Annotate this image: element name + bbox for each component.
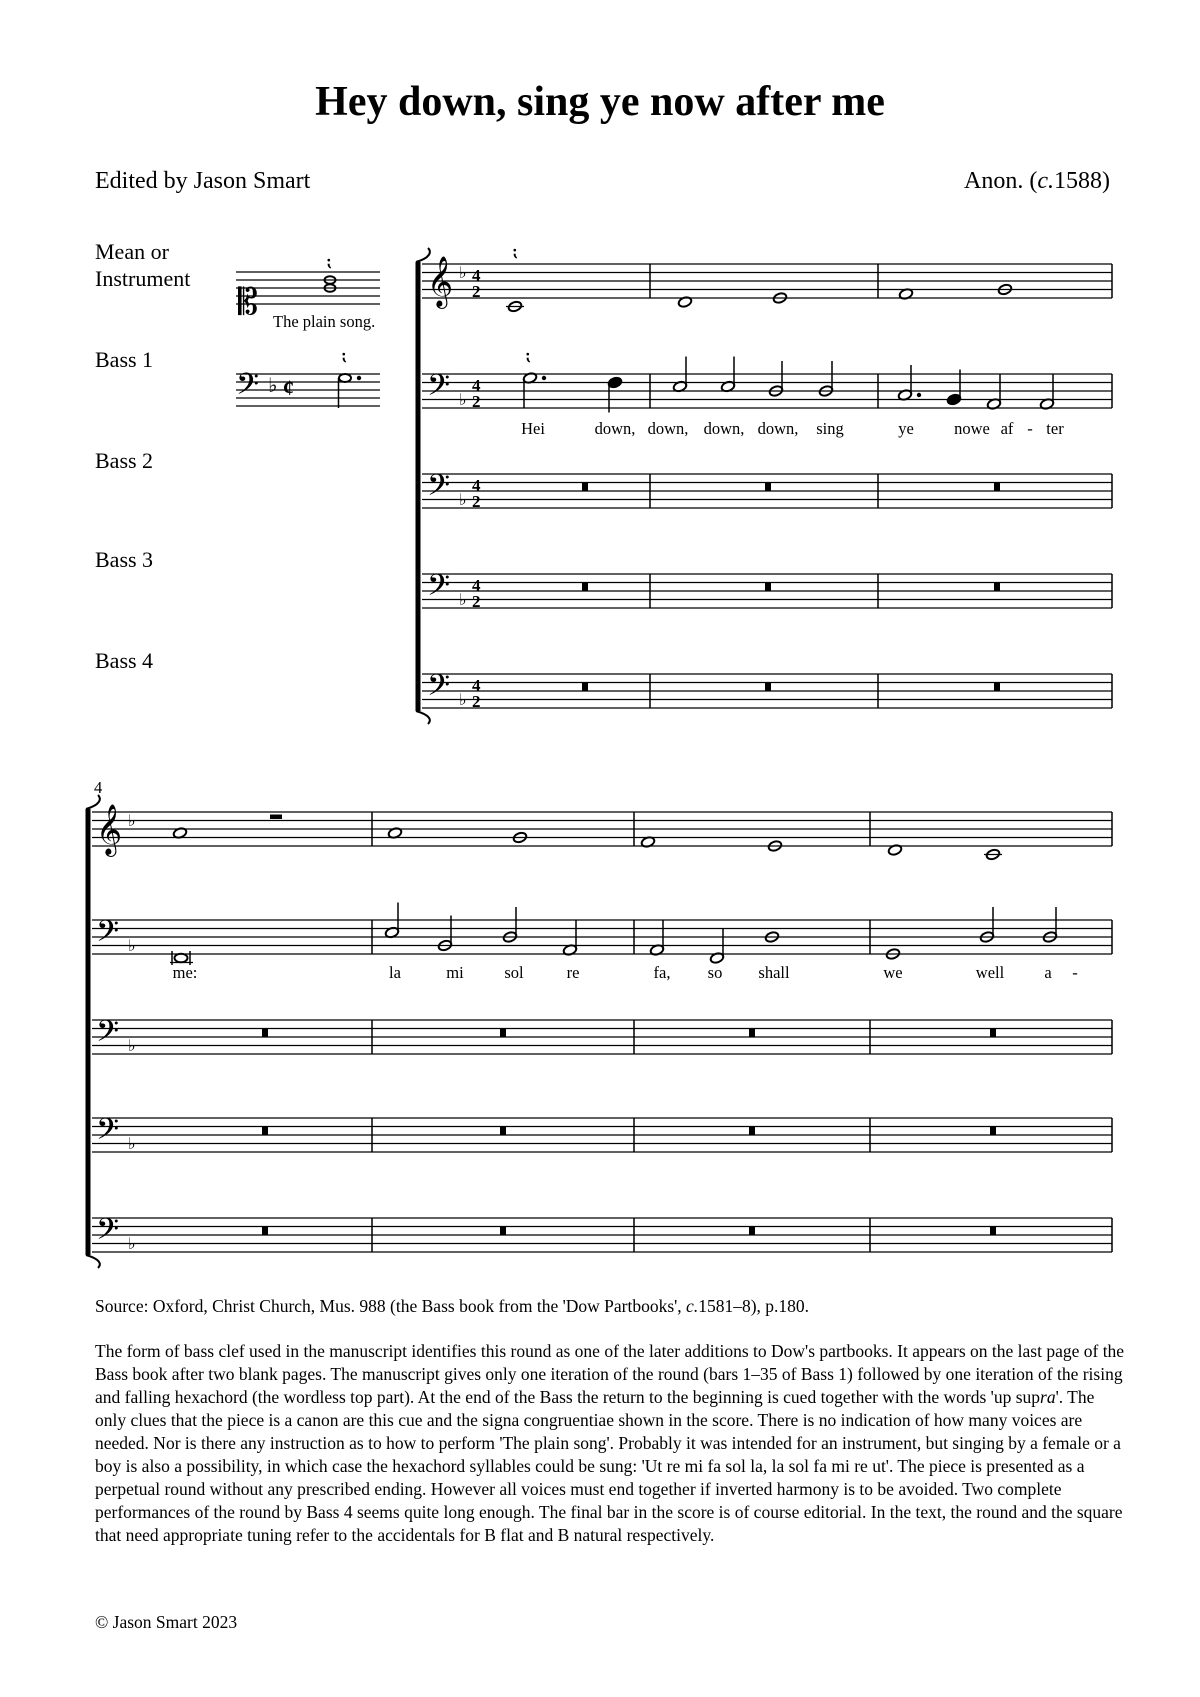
lyric-syllable: down,	[757, 419, 799, 438]
rest-icon	[262, 1127, 268, 1136]
time-signature-bottom: 2	[472, 492, 481, 511]
rest-icon	[500, 1227, 506, 1236]
rest-icon	[270, 815, 282, 820]
cut-time-icon: ¢	[283, 375, 294, 400]
rest-icon	[262, 1227, 268, 1236]
rest-icon	[749, 1029, 755, 1038]
rest-icon	[582, 483, 588, 492]
lyric-syllable: sing	[816, 419, 844, 438]
signum-congruentiae-icon: ⁏	[513, 244, 519, 260]
flat-icon: ♭	[268, 375, 278, 397]
lyric-syllable: so	[707, 963, 723, 982]
flat-icon: ♭	[128, 938, 136, 955]
editorial-notes: The form of bass clef used in the manuscript identifies this round as one of the later additions to Dow's partbooks. It appears on the last page of the Bass book after two blank pages. The manuscript gives only one iteration of the round (bars 1–35 of Bass 1) followed by one iteration of the rising and falling hexachord (the wordless top part). At the end of the Bass the return to the beginning is cued together with the words 'up supra'. The only clues that the piece is a canon are this cue and the signa congruentiae shown in the score. There is no indication of how many voices are needed. Nor is there any instruction as to how to perform 'The plain song'. Probably it was intended for an instrument, but singing by a female or a boy is also a possibility, in which case the hexachord syllables could be sung: 'Ut re mi fa sol la, la sol fa mi re ut'. The piece is presented as a perpetual round without any prescribed ending. However all voices must end together if inverted harmony is to be avoided. Two complete performances of the round by Bass 4 seems quite long enough. The final bar in the score is of course editorial. In the text, the round and the square that need appropriate tuning refer to the accidentals for B flat and B natural respectively.	[95, 1341, 1125, 1545]
bass-clef-icon: 𝄢	[427, 669, 451, 710]
rest-icon	[990, 1029, 996, 1038]
composer-credit: Anon. (c.1588)	[964, 168, 1110, 194]
alto-clef-icon: 𝄡	[238, 282, 259, 323]
incipit-mean-staff	[236, 254, 380, 331]
bass-clef-icon: 𝄢	[236, 368, 260, 409]
lyric-syllable: down,	[647, 419, 689, 438]
flat-icon: ♭	[459, 692, 467, 709]
time-signature-bottom: 2	[472, 592, 481, 611]
lyric-syllable: me:	[172, 963, 198, 982]
signum-congruentiae-icon: ⁏	[327, 254, 333, 270]
time-signature-bottom: 2	[472, 392, 481, 411]
flat-icon: ♭	[128, 813, 136, 830]
bass-clef-icon: 𝄢	[427, 369, 451, 410]
treble-clef-icon: 𝄞	[427, 256, 454, 307]
lyric-syllable: we	[883, 963, 903, 982]
bass-clef-icon: 𝄢	[96, 1213, 120, 1254]
bass-clef-icon: 𝄢	[96, 915, 120, 956]
editor-credit: Edited by Jason Smart	[95, 168, 311, 194]
treble-clef-icon: 𝄞	[96, 804, 123, 855]
lyric-syllable: la	[389, 963, 401, 982]
lyric-syllable: shall	[758, 963, 790, 982]
system-1	[416, 244, 1112, 724]
rest-icon	[994, 583, 1000, 592]
bass-clef-icon: 𝄢	[427, 469, 451, 510]
flat-icon: ♭	[128, 1038, 136, 1055]
part-label-bass-4: Bass 4	[95, 648, 154, 673]
source-note: Source: Oxford, Christ Church, Mus. 988 (the Bass book from the 'Dow Partbooks', c.1581–8), p.180.	[95, 1296, 810, 1316]
bass-clef-icon: 𝄢	[96, 1113, 120, 1154]
rest-icon	[500, 1127, 506, 1136]
part-label-bass-3: Bass 3	[95, 547, 154, 572]
flat-icon: ♭	[128, 1136, 136, 1153]
rest-icon	[262, 1029, 268, 1038]
flat-icon: ♭	[459, 492, 467, 509]
time-signature-top: 4	[472, 676, 481, 695]
flat-icon: ♭	[459, 392, 467, 409]
measure-number: 4	[94, 778, 103, 797]
flat-icon: ♭	[459, 265, 467, 282]
time-signature-top: 4	[472, 476, 481, 495]
lyric-syllable: -	[1072, 963, 1078, 982]
lyric-syllable: a	[1044, 963, 1052, 982]
copyright: © Jason Smart 2023	[95, 1612, 238, 1632]
rest-icon	[990, 1127, 996, 1136]
bass-clef-icon: 𝄢	[96, 1015, 120, 1056]
signum-congruentiae-icon: ⁏	[526, 348, 532, 364]
rest-icon	[990, 1227, 996, 1236]
rest-icon	[500, 1029, 506, 1038]
lyric-syllable: ter	[1046, 419, 1064, 438]
lyric-syllable: af	[1000, 419, 1014, 438]
rest-icon	[749, 1227, 755, 1236]
rest-icon	[582, 683, 588, 692]
part-label-mean: Mean or Instrument	[95, 239, 191, 291]
rest-icon	[765, 483, 771, 492]
time-signature-top: 4	[472, 576, 481, 595]
incipit-bass1-staff	[236, 348, 380, 409]
lyric-syllable: fa,	[653, 963, 671, 982]
note	[175, 954, 188, 963]
time-signature-top: 4	[472, 266, 481, 285]
time-signature-bottom: 2	[472, 692, 481, 711]
rest-icon	[749, 1127, 755, 1136]
lyric-syllable: re	[566, 963, 580, 982]
lyric-syllable: ye	[898, 419, 914, 438]
lyric-syllable: nowe	[954, 419, 990, 438]
lyric-syllable: Hei	[521, 419, 545, 438]
svg-text:⁏: ⁏	[342, 348, 348, 364]
rest-icon	[765, 583, 771, 592]
time-signature-top: 4	[472, 376, 481, 395]
rest-icon	[994, 683, 1000, 692]
flat-icon: ♭	[128, 1236, 136, 1253]
part-label-bass-2: Bass 2	[95, 448, 154, 473]
lyric-syllable: well	[975, 963, 1005, 982]
lyric-syllable: mi	[446, 963, 464, 982]
rest-icon	[582, 583, 588, 592]
time-signature-bottom: 2	[472, 282, 481, 301]
bass-clef-icon: 𝄢	[427, 569, 451, 610]
incipit-caption: The plain song.	[273, 312, 376, 331]
lyric-syllable: sol	[504, 963, 524, 982]
lyric-syllable: down,	[703, 419, 745, 438]
system-2	[86, 778, 1112, 1268]
rest-icon	[765, 683, 771, 692]
lyric-syllable: -	[1027, 419, 1033, 438]
flat-icon: ♭	[459, 592, 467, 609]
page-title: Hey down, sing ye now after me	[315, 79, 885, 125]
part-label-bass-1: Bass 1	[95, 347, 154, 372]
rest-icon	[994, 483, 1000, 492]
lyric-syllable: down,	[594, 419, 636, 438]
